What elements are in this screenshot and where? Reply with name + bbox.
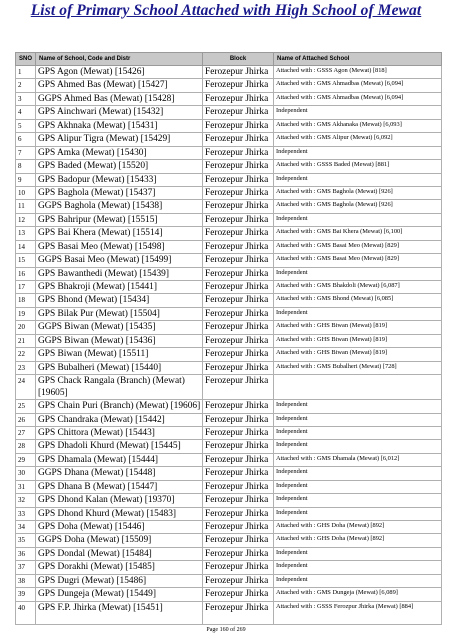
row-sno: 4 xyxy=(16,106,36,119)
table-row xyxy=(16,561,442,574)
row-attached-school: Attached with : GMS Bubalheri (Mewat) [728] xyxy=(274,361,442,374)
row-sno: 6 xyxy=(16,133,36,146)
row-block: Ferozepur Jhirka xyxy=(203,574,274,587)
row-school-name: GGPS Biwan (Mewat) [15435] xyxy=(36,321,203,334)
row-block: Ferozepur Jhirka xyxy=(203,480,274,493)
page-title: List of Primary School Attached with High School of Mewat xyxy=(30,2,422,19)
row-school-name: GGPS Biwan (Mewat) [15436] xyxy=(36,334,203,347)
row-sno: 11 xyxy=(16,200,36,213)
row-sno: 24 xyxy=(16,375,36,400)
row-sno: 10 xyxy=(16,186,36,199)
row-attached-school: Attached with : GHS Doha (Mewat) [892] xyxy=(274,521,442,534)
row-attached-school: Attached with : GSSS Baded (Mewat) [881] xyxy=(274,160,442,173)
row-school-name: GGPS Dhana (Mewat) [15448] xyxy=(36,467,203,480)
row-school-name: GPS Dhana B (Mewat) [15447] xyxy=(36,480,203,493)
table-row xyxy=(16,426,442,439)
row-block: Ferozepur Jhirka xyxy=(203,561,274,574)
row-block: Ferozepur Jhirka xyxy=(203,281,274,294)
row-school-name: GPS Bawanthedi (Mewat) [15439] xyxy=(36,267,203,280)
row-sno: 38 xyxy=(16,574,36,587)
row-attached-school: Independent xyxy=(274,400,442,413)
table-row xyxy=(16,601,442,624)
row-school-name: GPS Chain Puri (Branch) (Mewat) [19606] xyxy=(36,400,203,413)
table-row xyxy=(16,92,442,105)
row-block: Ferozepur Jhirka xyxy=(203,375,274,400)
table-row xyxy=(16,467,442,480)
row-school-name: GPS Dugri (Mewat) [15486] xyxy=(36,574,203,587)
row-school-name: GPS Bai Khera (Mewat) [15514] xyxy=(36,227,203,240)
table-row xyxy=(16,574,442,587)
table-row xyxy=(16,453,442,466)
table-row xyxy=(16,321,442,334)
row-sno: 14 xyxy=(16,240,36,253)
row-sno: 27 xyxy=(16,426,36,439)
row-sno: 16 xyxy=(16,267,36,280)
row-block: Ferozepur Jhirka xyxy=(203,400,274,413)
row-block: Ferozepur Jhirka xyxy=(203,160,274,173)
table-row xyxy=(16,294,442,307)
row-attached-school: Attached with : GMS Dungeja (Mewat) [6,089] xyxy=(274,588,442,601)
row-block: Ferozepur Jhirka xyxy=(203,507,274,520)
row-school-name: GPS Alipur Tigra (Mewat) [15429] xyxy=(36,133,203,146)
row-block: Ferozepur Jhirka xyxy=(203,92,274,105)
row-attached-school: Attached with : GMS Dhamala (Mewat) [6,012] xyxy=(274,453,442,466)
table-row xyxy=(16,480,442,493)
row-sno: 32 xyxy=(16,494,36,507)
row-sno: 5 xyxy=(16,119,36,132)
row-sno: 17 xyxy=(16,281,36,294)
row-block: Ferozepur Jhirka xyxy=(203,307,274,320)
row-attached-school: Attached with : GHS Biwan (Mewat) [819] xyxy=(274,334,442,347)
row-school-name: GPS Bilak Pur (Mewat) [15504] xyxy=(36,307,203,320)
row-block: Ferozepur Jhirka xyxy=(203,79,274,92)
table-row xyxy=(16,160,442,173)
row-school-name: GPS Chack Rangala (Branch) (Mewat) [19605] xyxy=(36,375,203,400)
row-sno: 40 xyxy=(16,601,36,624)
row-attached-school: Attached with : GHS Biwan (Mewat) [819] xyxy=(274,348,442,361)
row-sno: 31 xyxy=(16,480,36,493)
row-block: Ferozepur Jhirka xyxy=(203,361,274,374)
row-school-name: GPS Amka (Mewat) [15430] xyxy=(36,146,203,159)
page-footer: Page 160 of 269 xyxy=(206,627,246,633)
row-block: Ferozepur Jhirka xyxy=(203,119,274,132)
table-row xyxy=(16,267,442,280)
row-sno: 9 xyxy=(16,173,36,186)
row-sno: 8 xyxy=(16,160,36,173)
row-block: Ferozepur Jhirka xyxy=(203,521,274,534)
table-row xyxy=(16,440,442,453)
row-sno: 30 xyxy=(16,467,36,480)
table-row xyxy=(16,213,442,226)
row-school-name: GPS Dorakhi (Mewat) [15485] xyxy=(36,561,203,574)
table-row xyxy=(16,521,442,534)
row-sno: 19 xyxy=(16,307,36,320)
row-block: Ferozepur Jhirka xyxy=(203,294,274,307)
row-school-name: GPS Agon (Mewat) [15426] xyxy=(36,66,203,79)
row-attached-school: Attached with : GMS Baghola (Mewat) [926] xyxy=(274,186,442,199)
column-header-block: Block xyxy=(203,53,274,66)
row-attached-school: Independent xyxy=(274,267,442,280)
row-sno: 28 xyxy=(16,440,36,453)
table-row xyxy=(16,375,442,400)
table-row xyxy=(16,119,442,132)
table-row xyxy=(16,400,442,413)
row-attached-school: Attached with : GMS Baghola (Mewat) [926] xyxy=(274,200,442,213)
table-row xyxy=(16,307,442,320)
row-attached-school xyxy=(274,375,442,400)
row-block: Ferozepur Jhirka xyxy=(203,254,274,267)
row-school-name: GPS Doha (Mewat) [15446] xyxy=(36,521,203,534)
row-school-name: GPS Dondal (Mewat) [15484] xyxy=(36,547,203,560)
row-block: Ferozepur Jhirka xyxy=(203,601,274,624)
row-attached-school: Attached with : GMS Bai Khera (Mewat) [6,100] xyxy=(274,227,442,240)
row-attached-school: Independent xyxy=(274,307,442,320)
row-attached-school: Attached with : GHS Biwan (Mewat) [819] xyxy=(274,321,442,334)
table-body xyxy=(16,66,442,625)
row-sno: 13 xyxy=(16,227,36,240)
row-school-name: GGPS Doha (Mewat) [15509] xyxy=(36,534,203,547)
row-sno: 34 xyxy=(16,521,36,534)
row-block: Ferozepur Jhirka xyxy=(203,494,274,507)
row-attached-school: Independent xyxy=(274,494,442,507)
row-block: Ferozepur Jhirka xyxy=(203,453,274,466)
row-attached-school: Independent xyxy=(274,467,442,480)
row-school-name: GPS F.P. Jhirka (Mewat) [15451] xyxy=(36,601,203,624)
row-sno: 3 xyxy=(16,92,36,105)
row-attached-school: Attached with : GMS Bhond (Mewat) [6,085] xyxy=(274,294,442,307)
row-school-name: GPS Akhnaka (Mewat) [15431] xyxy=(36,119,203,132)
column-header-attached: Name of Attached School xyxy=(274,53,442,66)
table-row xyxy=(16,547,442,560)
table-row xyxy=(16,106,442,119)
row-block: Ferozepur Jhirka xyxy=(203,133,274,146)
row-block: Ferozepur Jhirka xyxy=(203,426,274,439)
row-sno: 21 xyxy=(16,334,36,347)
school-table xyxy=(15,52,442,625)
row-school-name: GPS Chandraka (Mewat) [15442] xyxy=(36,413,203,426)
row-block: Ferozepur Jhirka xyxy=(203,213,274,226)
row-attached-school: Attached with : GMS Basai Meo (Mewat) [829] xyxy=(274,254,442,267)
table-row xyxy=(16,79,442,92)
row-sno: 33 xyxy=(16,507,36,520)
row-sno: 29 xyxy=(16,453,36,466)
table-row xyxy=(16,133,442,146)
row-sno: 39 xyxy=(16,588,36,601)
row-attached-school: Independent xyxy=(274,146,442,159)
table-row xyxy=(16,413,442,426)
row-school-name: GPS Ahmed Bas (Mewat) [15427] xyxy=(36,79,203,92)
table-row xyxy=(16,186,442,199)
table-row xyxy=(16,348,442,361)
row-block: Ferozepur Jhirka xyxy=(203,106,274,119)
row-school-name: GPS Bubalheri (Mewat) [15440] xyxy=(36,361,203,374)
row-block: Ferozepur Jhirka xyxy=(203,146,274,159)
row-attached-school: Independent xyxy=(274,413,442,426)
row-school-name: GGPS Ahmed Bas (Mewat) [15428] xyxy=(36,92,203,105)
row-attached-school: Independent xyxy=(274,426,442,439)
row-attached-school: Attached with : GSSS Agon (Mewat) [818] xyxy=(274,66,442,79)
row-block: Ferozepur Jhirka xyxy=(203,547,274,560)
row-attached-school: Independent xyxy=(274,561,442,574)
row-school-name: GPS Bhakroji (Mewat) [15441] xyxy=(36,281,203,294)
row-attached-school: Attached with : GMS Ahmadbas (Mewat) [6,094] xyxy=(274,79,442,92)
table-row xyxy=(16,507,442,520)
row-attached-school: Attached with : GMS Akhanaka (Mewat) [6,093] xyxy=(274,119,442,132)
row-school-name: GPS Biwan (Mewat) [15511] xyxy=(36,348,203,361)
row-attached-school: Independent xyxy=(274,173,442,186)
row-block: Ferozepur Jhirka xyxy=(203,334,274,347)
row-school-name: GPS Dungeja (Mewat) [15449] xyxy=(36,588,203,601)
table-row xyxy=(16,254,442,267)
row-block: Ferozepur Jhirka xyxy=(203,321,274,334)
row-sno: 7 xyxy=(16,146,36,159)
row-sno: 15 xyxy=(16,254,36,267)
row-attached-school: Attached with : GMS Alipur (Mewat) [6,092] xyxy=(274,133,442,146)
table-row xyxy=(16,146,442,159)
row-block: Ferozepur Jhirka xyxy=(203,186,274,199)
row-block: Ferozepur Jhirka xyxy=(203,588,274,601)
row-school-name: GPS Basai Meo (Mewat) [15498] xyxy=(36,240,203,253)
row-attached-school: Independent xyxy=(274,213,442,226)
row-attached-school: Attached with : GMS Bhakdoli (Mewat) [6,087] xyxy=(274,281,442,294)
row-sno: 36 xyxy=(16,547,36,560)
row-sno: 2 xyxy=(16,79,36,92)
row-school-name: GPS Baghola (Mewat) [15437] xyxy=(36,186,203,199)
table-row xyxy=(16,200,442,213)
row-school-name: GPS Chittora (Mewat) [15443] xyxy=(36,426,203,439)
table-row xyxy=(16,361,442,374)
row-school-name: GPS Dhadoli Khurd (Mewat) [15445] xyxy=(36,440,203,453)
table-row xyxy=(16,66,442,79)
row-sno: 35 xyxy=(16,534,36,547)
row-sno: 23 xyxy=(16,361,36,374)
row-attached-school: Independent xyxy=(274,440,442,453)
row-school-name: GPS Baded (Mewat) [15520] xyxy=(36,160,203,173)
row-block: Ferozepur Jhirka xyxy=(203,267,274,280)
row-block: Ferozepur Jhirka xyxy=(203,440,274,453)
row-sno: 26 xyxy=(16,413,36,426)
table-row xyxy=(16,227,442,240)
column-header-name: Name of School, Code and Distr xyxy=(36,53,203,66)
row-school-name: GPS Badopur (Mewat) [15433] xyxy=(36,173,203,186)
table-header-row xyxy=(16,53,442,66)
row-sno: 12 xyxy=(16,213,36,226)
table-row xyxy=(16,173,442,186)
row-block: Ferozepur Jhirka xyxy=(203,534,274,547)
row-school-name: GGPS Basai Meo (Mewat) [15499] xyxy=(36,254,203,267)
row-block: Ferozepur Jhirka xyxy=(203,66,274,79)
row-school-name: GPS Dhamala (Mewat) [15444] xyxy=(36,453,203,466)
row-school-name: GPS Bahripur (Mewat) [15515] xyxy=(36,213,203,226)
table-row xyxy=(16,334,442,347)
row-block: Ferozepur Jhirka xyxy=(203,173,274,186)
row-school-name: GPS Ainchwari (Mewat) [15432] xyxy=(36,106,203,119)
table-row xyxy=(16,494,442,507)
row-school-name: GPS Dhond Khurd (Mewat) [15483] xyxy=(36,507,203,520)
row-sno: 22 xyxy=(16,348,36,361)
row-block: Ferozepur Jhirka xyxy=(203,413,274,426)
row-block: Ferozepur Jhirka xyxy=(203,467,274,480)
table-row xyxy=(16,240,442,253)
row-attached-school: Attached with : GHS Doha (Mewat) [892] xyxy=(274,534,442,547)
row-block: Ferozepur Jhirka xyxy=(203,240,274,253)
row-school-name: GPS Bhond (Mewat) [15434] xyxy=(36,294,203,307)
row-attached-school: Independent xyxy=(274,574,442,587)
row-attached-school: Attached with : GSSS Ferozpur Jhirka (Mewat) [884] xyxy=(274,601,442,624)
table-row xyxy=(16,588,442,601)
row-block: Ferozepur Jhirka xyxy=(203,348,274,361)
row-sno: 18 xyxy=(16,294,36,307)
row-school-name: GPS Dhond Kalan (Mewat) [19370] xyxy=(36,494,203,507)
row-school-name: GGPS Baghola (Mewat) [15438] xyxy=(36,200,203,213)
row-attached-school: Attached with : GMS Ahmadbas (Mewat) [6,094] xyxy=(274,92,442,105)
row-sno: 25 xyxy=(16,400,36,413)
row-attached-school: Independent xyxy=(274,106,442,119)
row-sno: 20 xyxy=(16,321,36,334)
row-attached-school: Independent xyxy=(274,547,442,560)
row-attached-school: Independent xyxy=(274,480,442,493)
row-sno: 1 xyxy=(16,66,36,79)
table-row xyxy=(16,534,442,547)
row-sno: 37 xyxy=(16,561,36,574)
row-attached-school: Attached with : GMS Basai Meo (Mewat) [829] xyxy=(274,240,442,253)
column-header-sno: SNO xyxy=(16,53,36,66)
table-row xyxy=(16,281,442,294)
row-block: Ferozepur Jhirka xyxy=(203,227,274,240)
row-attached-school: Independent xyxy=(274,507,442,520)
row-block: Ferozepur Jhirka xyxy=(203,200,274,213)
